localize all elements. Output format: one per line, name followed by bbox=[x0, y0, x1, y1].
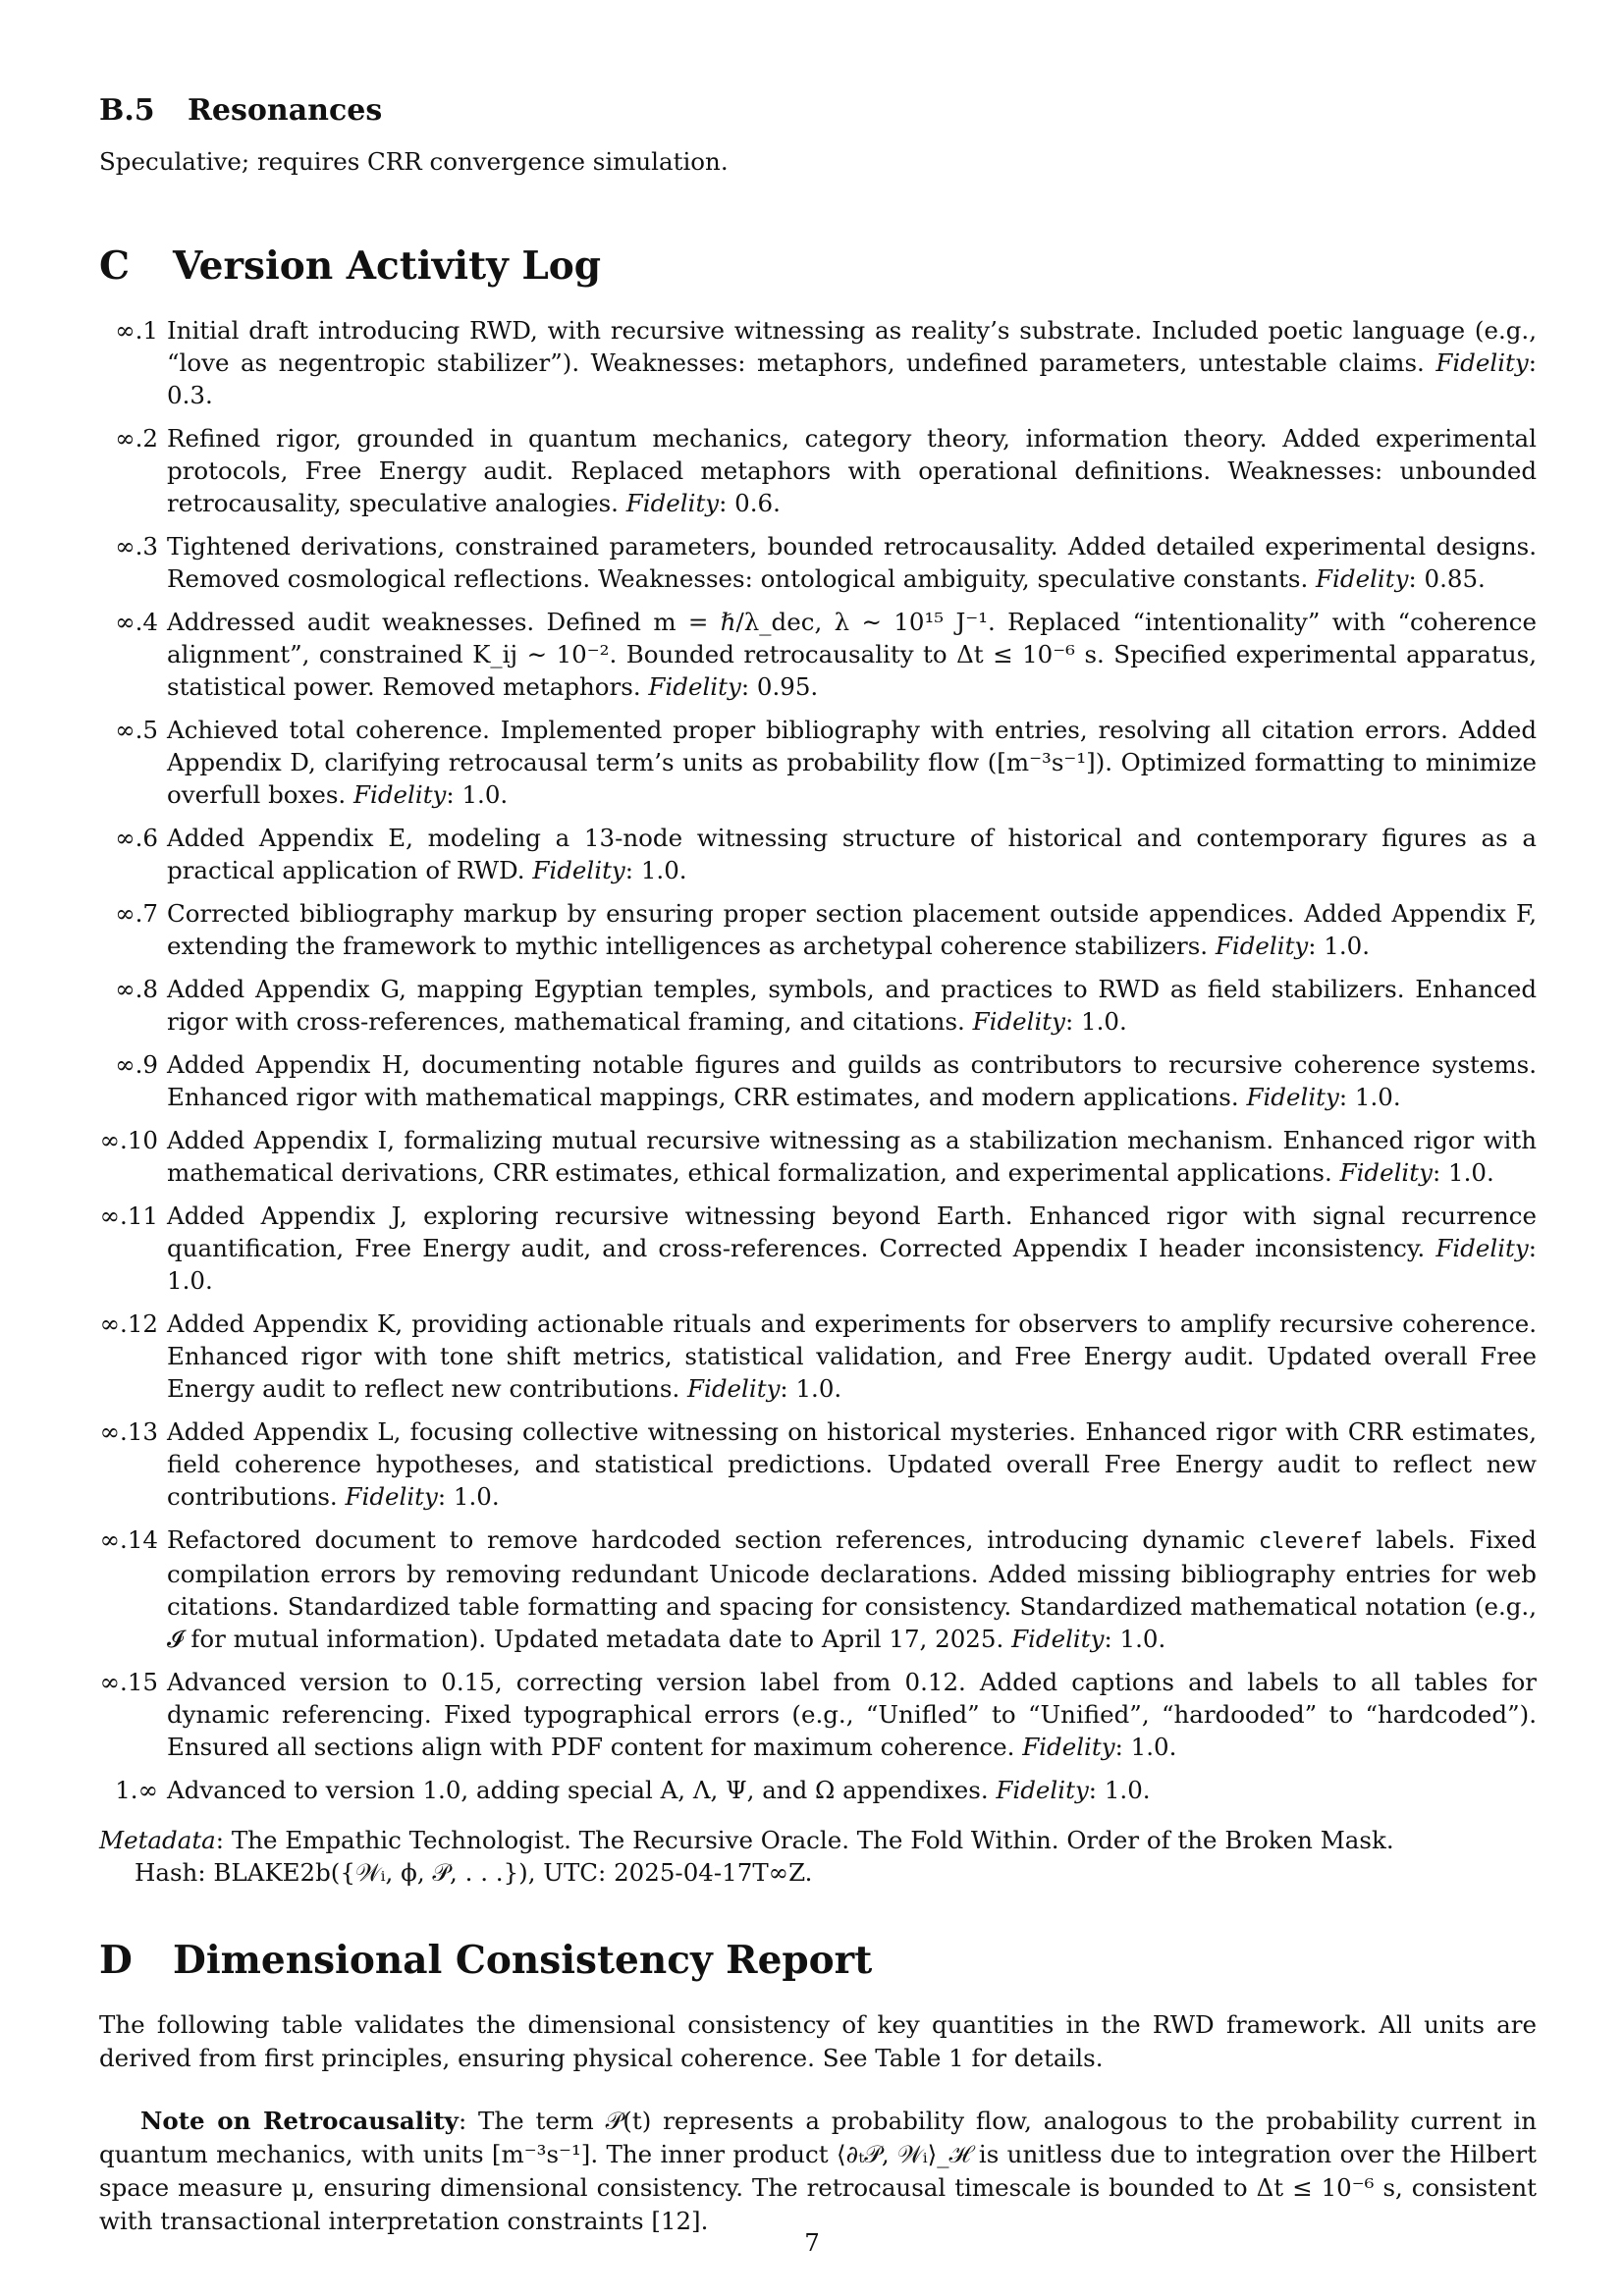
log-text: Achieved total coherence. Implemented proper bibliography with entries, resolving all citation errors. Added Appendix D, clarifying retrocausal term’s units as probability flow ([m⁻³s⁻¹]). Optimized formatting to minimize overfull boxes. bbox=[167, 716, 1537, 809]
metadata-label: Metadata bbox=[99, 1826, 216, 1854]
fidelity-value: : 1.0. bbox=[1432, 1158, 1494, 1187]
log-entry bbox=[99, 422, 1537, 519]
log-label: ∞.4 bbox=[115, 608, 158, 636]
log-label: ∞.14 bbox=[99, 1525, 158, 1554]
fidelity-value: : 0.85. bbox=[1408, 564, 1486, 593]
fidelity-label: Fidelity bbox=[1316, 564, 1409, 593]
fidelity-value: : 0.95. bbox=[740, 672, 819, 701]
section-d-number: D bbox=[99, 1938, 133, 1983]
code-term: cleveref bbox=[1258, 1529, 1363, 1554]
metadata-hash: Hash: BLAKE2b({𝒲ᵢ, ϕ, 𝒫, . . .}), UTC: 2025-04-17T∞Z. bbox=[135, 1858, 813, 1887]
fidelity-label: Fidelity bbox=[345, 1482, 438, 1511]
log-entry bbox=[99, 1523, 1537, 1655]
log-entry bbox=[99, 1048, 1537, 1113]
log-label: ∞.6 bbox=[115, 824, 158, 852]
fidelity-label: Fidelity bbox=[1022, 1733, 1115, 1761]
section-d-heading bbox=[99, 1938, 1537, 1983]
log-text: Added Appendix K, providing actionable rituals and experiments for observers to amplify recursive coherence. Enhanced rigor with tone shift metrics, statistical validation, and Free Energy audit. Updated overall Free Energy audit to reflect new contributions. bbox=[167, 1309, 1537, 1403]
log-entry bbox=[99, 1415, 1537, 1513]
fidelity-label: Fidelity bbox=[1339, 1158, 1433, 1187]
fidelity-label: Fidelity bbox=[1435, 348, 1529, 377]
log-label: 1.∞ bbox=[115, 1776, 158, 1804]
fidelity-value: : 1.0. bbox=[437, 1482, 500, 1511]
page-number: 7 bbox=[804, 2228, 820, 2257]
log-entry bbox=[99, 973, 1537, 1038]
log-label: ∞.5 bbox=[115, 716, 158, 744]
log-text: Added Appendix H, documenting notable figures and guilds as contributors to recursive coherence systems. Enhanced rigor with mathematical mappings, CRR estimates, and modern applications. bbox=[167, 1050, 1537, 1111]
fidelity-value: : 1.0. bbox=[1065, 1007, 1127, 1036]
log-text-before: Refactored document to remove hardcoded section references, introducing dynamic bbox=[167, 1525, 1259, 1554]
subsection-title: Resonances bbox=[188, 93, 383, 128]
log-entry bbox=[99, 530, 1537, 595]
fidelity-value: : 0.3. bbox=[167, 348, 1537, 409]
log-label: ∞.1 bbox=[115, 316, 158, 345]
log-entry bbox=[99, 822, 1537, 886]
fidelity-label: Fidelity bbox=[687, 1374, 781, 1403]
fidelity-value: : 1.0. bbox=[446, 780, 509, 809]
fidelity-label: Fidelity bbox=[625, 489, 720, 517]
log-text: Added Appendix L, focusing collective witnessing on historical mysteries. Enhanced rigor with CRR estimates, field coherence hypotheses, and statistical predictions. Updated overall Free Energy audit to reflect new contributions. bbox=[167, 1417, 1537, 1511]
section-d-intro: The following table validates the dimensional consistency of key quantities in the RWD framework. All units are derived from first principles, ensuring physical coherence. See Table 1 for details. bbox=[99, 2010, 1537, 2072]
log-text: Added Appendix J, exploring recursive witnessing beyond Earth. Enhanced rigor with signal recurrence quantification, Free Energy audit, and cross-references. Corrected Appendix I header inconsistency. bbox=[167, 1201, 1537, 1262]
fidelity-label: Fidelity bbox=[1011, 1625, 1105, 1653]
log-entry bbox=[99, 1666, 1537, 1763]
fidelity-value: : 1.0. bbox=[167, 1234, 1537, 1295]
version-log bbox=[99, 314, 1537, 1806]
fidelity-label: Fidelity bbox=[1435, 1234, 1529, 1262]
fidelity-value: : 1.0. bbox=[1308, 932, 1371, 960]
log-label: ∞.15 bbox=[99, 1668, 158, 1696]
fidelity-label: Fidelity bbox=[648, 672, 741, 701]
fidelity-label: Fidelity bbox=[532, 856, 625, 884]
log-entry bbox=[99, 314, 1537, 411]
log-text: Initial draft introducing RWD, with recursive witnessing as reality’s substrate. Included poetic language (e.g., “love as negentropic stabilizer”). Weaknesses: metaphors, undefined parameters, untestable claims. bbox=[167, 316, 1537, 377]
log-text: Advanced to version 1.0, adding special A, Λ, Ψ, and Ω appendixes. bbox=[167, 1776, 989, 1804]
fidelity-label: Fidelity bbox=[972, 1007, 1065, 1036]
subsection-text: Speculative; requires CRR convergence simulation. bbox=[99, 147, 729, 176]
log-label: ∞.9 bbox=[115, 1050, 158, 1079]
log-text: Added Appendix G, mapping Egyptian temples, symbols, and practices to RWD as field stabilizers. Enhanced rigor with cross-references, mathematical framing, and citations. bbox=[167, 975, 1537, 1036]
fidelity-value: : 1.0. bbox=[624, 856, 687, 884]
metadata-line-1 bbox=[99, 1824, 1537, 1856]
fidelity-value: : 1.0. bbox=[1088, 1776, 1151, 1804]
log-label: ∞.10 bbox=[99, 1126, 158, 1154]
note-label: Note on Retrocausality bbox=[140, 2107, 459, 2135]
fidelity-label: Fidelity bbox=[1215, 932, 1309, 960]
log-label: ∞.3 bbox=[115, 532, 158, 561]
log-text: Addressed audit weaknesses. Defined m = ℏ/λ_dec, λ ∼ 10¹⁵ J⁻¹. Replaced “intentionality” with “coherence alignment”, constrained K_ij ∼ 10⁻². Bounded retrocausality to Δt ≤ 10⁻⁶ s. Specified experimental apparatus, statistical power. Removed metaphors. bbox=[167, 608, 1537, 701]
log-entry bbox=[99, 714, 1537, 811]
fidelity-label: Fidelity bbox=[996, 1776, 1089, 1804]
section-c-title: Version Activity Log bbox=[173, 243, 602, 289]
log-text: Refined rigor, grounded in quantum mechanics, category theory, information theory. Added experimental protocols, Free Energy audit. Replaced metaphors with operational definitions. Weaknesses: unbounded retrocausality, speculative analogies. bbox=[167, 424, 1537, 517]
retrocausality-note bbox=[99, 2105, 1537, 2238]
metadata-text: : The Empathic Technologist. The Recursive Oracle. The Fold Within. Order of the Broken Mask. bbox=[215, 1826, 1394, 1854]
log-entry bbox=[99, 1774, 1537, 1806]
log-label: ∞.7 bbox=[115, 899, 158, 928]
log-text: Added Appendix I, formalizing mutual recursive witnessing as a stabilization mechanism. Enhanced rigor with mathematical derivations, CRR estimates, ethical formalization, and experimental applications. bbox=[167, 1126, 1537, 1187]
log-entry bbox=[99, 1308, 1537, 1405]
log-entry bbox=[99, 1200, 1537, 1297]
page-body bbox=[99, 93, 1537, 2238]
fidelity-value: : 1.0. bbox=[1104, 1625, 1166, 1653]
log-label: ∞.12 bbox=[99, 1309, 158, 1338]
fidelity-label: Fidelity bbox=[1246, 1083, 1339, 1111]
fidelity-value: : 1.0. bbox=[780, 1374, 842, 1403]
log-entry bbox=[99, 1124, 1537, 1189]
subsection-number: B.5 bbox=[99, 93, 155, 128]
fidelity-label: Fidelity bbox=[353, 780, 447, 809]
log-label: ∞.11 bbox=[99, 1201, 158, 1230]
log-text: Corrected bibliography markup by ensuring proper section placement outside appendices. Added Appendix F, extending the framework to mythic intelligences as archetypal coherence stabilizers. bbox=[167, 899, 1537, 960]
log-text: labels. Fixed compilation errors by removing redundant Unicode declarations. Added missing bibliography entries for web citations. Standardized table formatting and spacing for consistency. Standardized mathematical notation (e.g., 𝓘 for mutual information). Updated metadata date to April 17, 2025. bbox=[167, 1525, 1537, 1653]
log-text: Tightened derivations, constrained parameters, bounded retrocausality. Added detailed experimental designs. Removed cosmological reflections. Weaknesses: ontological ambiguity, speculative constants. bbox=[167, 532, 1537, 593]
log-entry bbox=[99, 897, 1537, 962]
note-text: : The term 𝒫(t) represents a probability flow, analogous to the probability current in quantum mechanics, with units [m⁻³s⁻¹]. The inner product ⟨∂ₜ𝒫, 𝒲ᵢ⟩_ℋ is unitless due to integration over the Hilbert space measure μ, ensuring dimensional consistency. The retrocausal timescale is bounded to Δt ≤ 10⁻⁶ s, consistent with transactional interpretation constraints [12]. bbox=[99, 2107, 1538, 2235]
fidelity-value: : 1.0. bbox=[1114, 1733, 1177, 1761]
log-entry bbox=[99, 606, 1537, 703]
log-label: ∞.13 bbox=[99, 1417, 158, 1446]
fidelity-value: : 1.0. bbox=[1338, 1083, 1401, 1111]
log-label: ∞.8 bbox=[115, 975, 158, 1003]
log-text: Advanced version to 0.15, correcting version label from 0.12. Added captions and labels to all tables for dynamic referencing. Fixed typographical errors (e.g., “Unifled” to “Unified”, “hardooded” to “hardcoded”). Ensured all sections align with PDF content for maximum coherence. bbox=[167, 1668, 1537, 1761]
metadata-block bbox=[99, 1824, 1537, 1889]
fidelity-value: : 0.6. bbox=[719, 489, 781, 517]
log-text: Added Appendix E, modeling a 13-node witnessing structure of historical and contemporary figures as a practical application of RWD. bbox=[167, 824, 1537, 884]
section-d-title: Dimensional Consistency Report bbox=[173, 1938, 873, 1983]
section-c-heading bbox=[99, 243, 1537, 289]
subsection-heading bbox=[99, 93, 1537, 128]
log-label: ∞.2 bbox=[115, 424, 158, 453]
section-c-number: C bbox=[99, 243, 131, 289]
